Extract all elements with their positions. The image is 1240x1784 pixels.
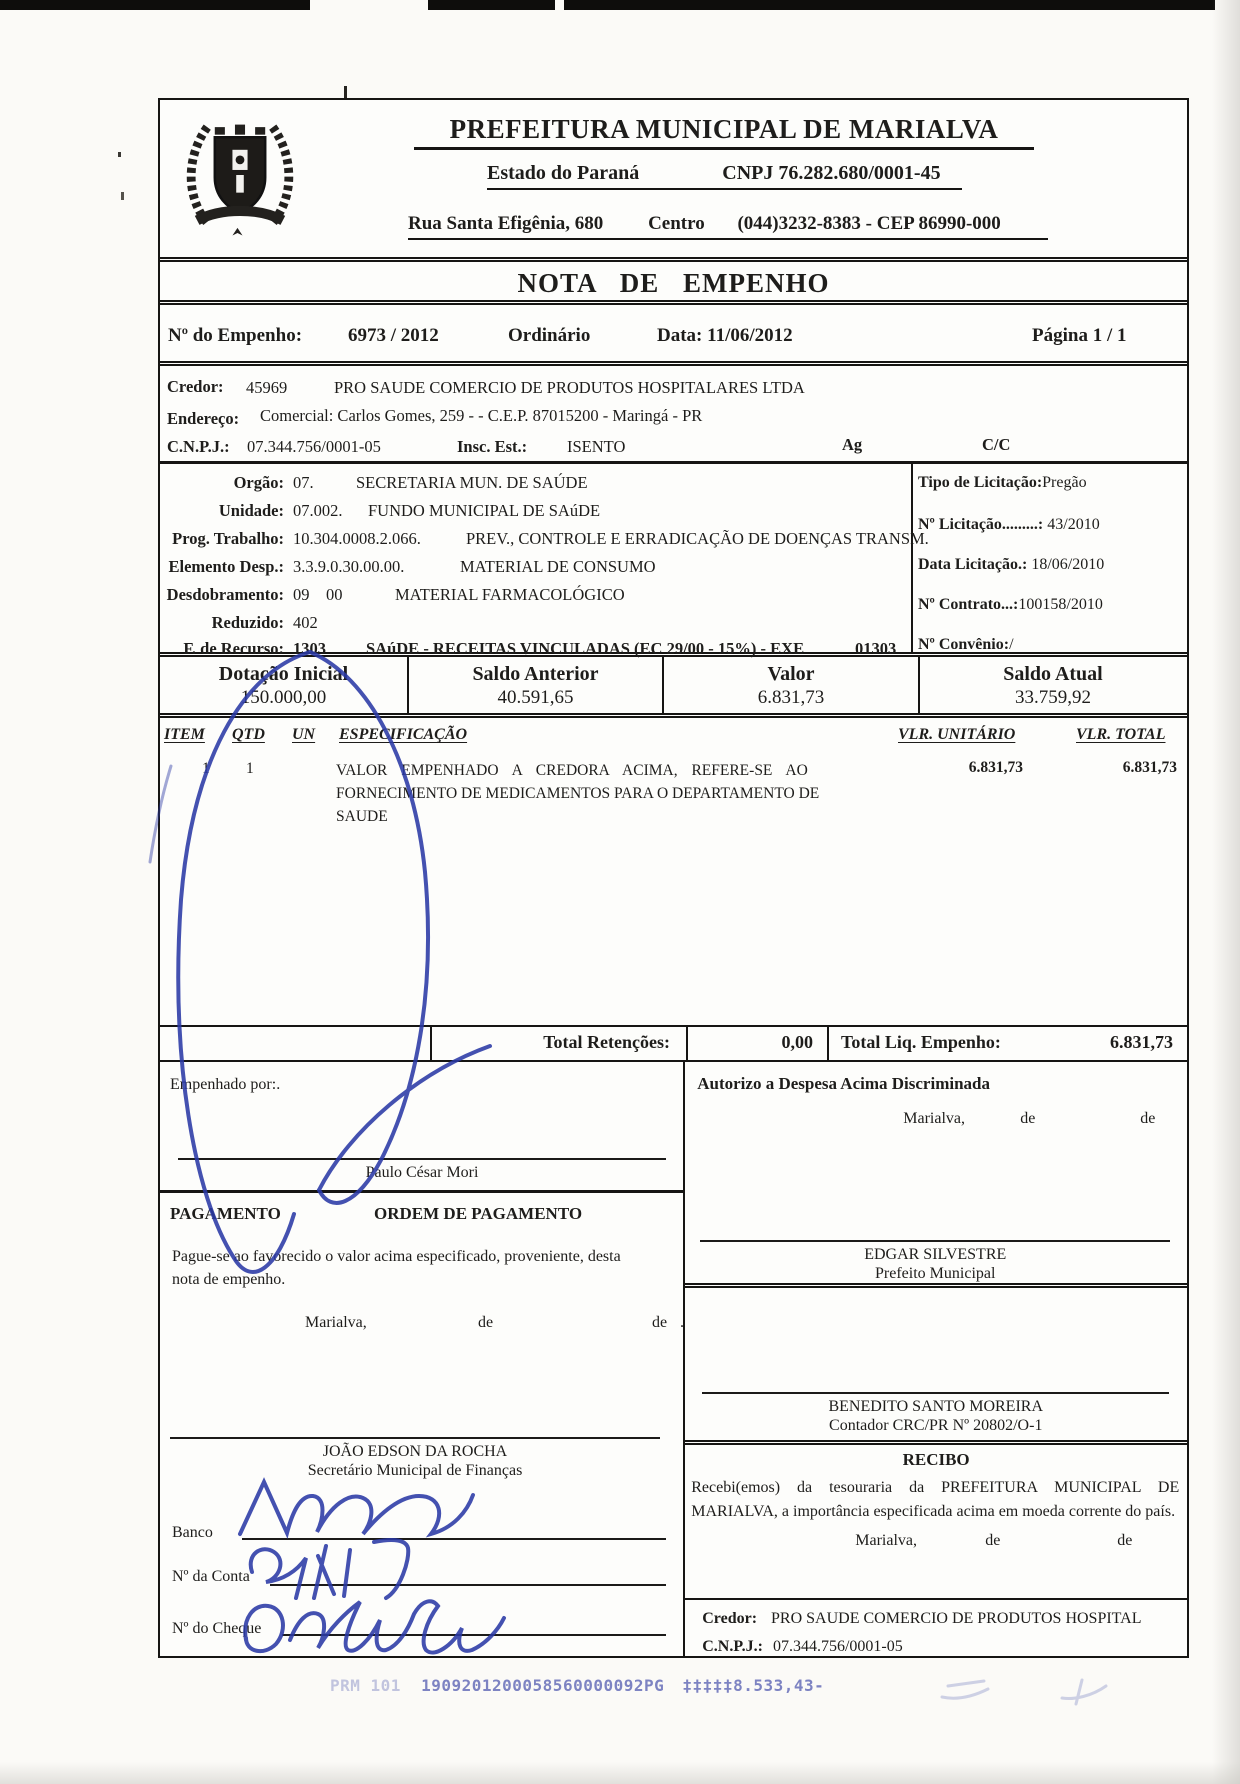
total-retencoes-value-cell (686, 1027, 827, 1060)
header-state: Estado do Paraná (487, 162, 640, 184)
autorizo-title: Autorizo a Despesa Acima Discriminada (697, 1074, 990, 1093)
empenho-date: Data: 11/06/2012 (657, 325, 793, 346)
item-description-line2: FORNECIMENTO DE MEDICAMENTOS PARA O DEPARTAMENTO DE (336, 784, 820, 802)
empenho-type: Ordinário (508, 325, 591, 346)
conta-line[interactable] (270, 1584, 666, 1586)
page-title: PREFEITURA MUNICIPAL DE MARIALVA (414, 114, 1034, 150)
ag-label: Ag (842, 435, 863, 454)
secretario-role: Secretário Municipal de Finanças (307, 1462, 523, 1479)
licitacao-tipo-label: Tipo de Licitação: (918, 474, 1043, 491)
prog-trabalho-code: 10.304.0008.2.066. (293, 529, 421, 548)
recibo-divider (685, 1440, 1187, 1445)
signature-line-secretario (170, 1437, 660, 1439)
right-de2-1: de (1140, 1110, 1156, 1127)
item-description-line1: VALOR EMPENHADO A CREDORA ACIMA, REFERE-SE AO (336, 762, 808, 779)
prefeito-name: EDGAR SILVESTRE (864, 1246, 1007, 1263)
right-de2-2: de (1117, 1532, 1133, 1549)
elemento-desp-desc: MATERIAL DE CONSUMO (460, 557, 656, 576)
licitacao-numero-label: Nº Licitação.........: (918, 516, 1044, 533)
credor-footer-divider (685, 1598, 1187, 1600)
empenhado-por-label: Empenhado por:. (170, 1076, 281, 1093)
empenho-number: 6973 / 2012 (348, 325, 439, 346)
footer-cnpj-label: C.N.P.J.: (702, 1638, 763, 1655)
saldo-atual-value: 33.759,92 (1015, 687, 1091, 708)
header-phone-cep: (044)3232-8383 - CEP 86990-000 (737, 213, 1001, 234)
total-retencoes-label: Total Retenções: (543, 1032, 670, 1052)
insc-est-value: ISENTO (567, 437, 626, 456)
header-street: Rua Santa Efigênia, 680 (408, 213, 604, 234)
orgao-desc: SECRETARIA MUN. DE SAÚDE (356, 473, 588, 492)
item-vlr-total: 6.831,73 (1122, 759, 1177, 776)
title-band (160, 257, 1187, 305)
left-city: Marialva, (305, 1314, 367, 1331)
header-subline (487, 162, 962, 190)
footer-credor-line (702, 1610, 1141, 1628)
orcamento-licitacao-divider (911, 464, 913, 652)
col-vlr-total: VLR. TOTAL (1076, 726, 1166, 743)
footer-cnpj-line (702, 1638, 903, 1656)
autorizo-box-bottom (685, 1283, 1187, 1288)
valor-value: 6.831,73 (757, 687, 825, 708)
footer-credor-label: Credor: (702, 1610, 758, 1627)
item-qtd: 1 (246, 760, 254, 777)
stamp-smudge-2 (1062, 1680, 1106, 1704)
item-description-line3: SAUDE (336, 807, 388, 825)
desdobramento-code: 09 (293, 585, 310, 604)
licitacao-data (918, 556, 1104, 574)
f-recurso-label: F. de Recurso: (183, 639, 284, 658)
orcamento-block (160, 464, 1187, 657)
cheque-label: Nº do Cheque (172, 1620, 262, 1637)
empenho-label: Nº do Empenho: (168, 325, 303, 346)
secretario-name: JOÃO EDSON DA ROCHA (322, 1443, 508, 1460)
totals-row (160, 1025, 1187, 1062)
banco-line[interactable] (242, 1538, 666, 1540)
unidade-desc: FUNDO MUNICIPAL DE SAúDE (368, 501, 601, 520)
document-header (160, 100, 1187, 257)
elemento-desp-code: 3.3.9.0.30.00.00. (293, 557, 405, 576)
saldo-anterior-label: Saldo Anterior (472, 663, 599, 685)
scan-speck (118, 152, 121, 157)
conta-label: Nº da Conta (172, 1568, 250, 1585)
convenio-value: / (1009, 636, 1014, 653)
col-vlr-unitario: VLR. UNITÁRIO (898, 726, 1016, 743)
municipal-coat-of-arms (177, 112, 303, 238)
totals-empty-cell (160, 1027, 430, 1060)
total-liq-cell (827, 1027, 1187, 1060)
col-qtd: QTD (232, 726, 265, 743)
endereco-label: Endereço: (167, 409, 240, 428)
prefeito-role: Prefeito Municipal (875, 1265, 996, 1282)
orgao-label: Orgão: (233, 473, 284, 492)
empenho-row (160, 305, 1187, 366)
saldo-atual-label: Saldo Atual (1003, 663, 1103, 685)
contador-name: BENEDITO SANTO MOREIRA (828, 1398, 1043, 1415)
contrato (918, 596, 1103, 614)
teller-stamp-prefix: PRM 101 (330, 1676, 401, 1695)
elemento-desp-label: Elemento Desp.: (168, 557, 284, 576)
dotacao-inicial-cell (160, 657, 407, 713)
left-de-2: de (652, 1314, 668, 1331)
total-retencoes-value: 0,00 (781, 1032, 813, 1052)
credor-cnpj-value: 07.344.756/0001-05 (247, 437, 381, 456)
dotacao-inicial-value: 150.000,00 (240, 687, 327, 708)
f-recurso-extra: 01303 (855, 639, 897, 658)
prog-trabalho-desc: PREV., CONTROLE E ERRADICAÇÃO DE DOENÇAS TRANSM. (466, 529, 929, 548)
licitacao-data-label: Data Licitação.: (918, 556, 1028, 573)
left-dot: . (680, 1314, 684, 1331)
teller-stamp-line (330, 1676, 824, 1695)
signature-line-prefeito (700, 1240, 1170, 1242)
desdobramento-desc: MATERIAL FARMACOLÓGICO (395, 585, 625, 604)
contrato-label: Nº Contrato...: (918, 596, 1019, 613)
header-district: Centro (648, 213, 705, 234)
right-de1-2: de (985, 1532, 1001, 1549)
saldo-atual-cell (918, 657, 1186, 713)
licitacao-tipo-value: Pregão (1042, 474, 1087, 491)
signature-line-empenhado (178, 1158, 666, 1160)
orgao-code: 07. (293, 473, 314, 492)
convenio (918, 636, 1014, 654)
item-description (336, 760, 884, 829)
item-vlr-unitario: 6.831,73 (968, 759, 1023, 776)
empenhado-signer-name: Paulo César Mori (365, 1164, 479, 1181)
bottom-left-column (160, 1062, 685, 1656)
credor-cnpj-label: C.N.P.J.: (167, 437, 230, 456)
pague-se-text: Pague-se ao favorecido o valor acima especificado, proveniente, desta nota de empenho. (172, 1248, 621, 1289)
cheque-line[interactable] (282, 1634, 666, 1636)
convenio-label: Nº Convênio: (918, 636, 1010, 653)
reduzido-code: 402 (293, 613, 318, 632)
right-city-1: Marialva, (903, 1110, 965, 1127)
bottom-section (160, 1062, 1187, 1656)
signature-line-contador (702, 1392, 1169, 1394)
banco-label: Banco (172, 1524, 213, 1541)
scan-top-edge-gap (555, 0, 564, 10)
scan-bottom-shade (0, 1762, 1240, 1784)
cc-label: C/C (982, 435, 1011, 454)
pagamento-title: PAGAMENTO (170, 1204, 281, 1223)
desdobramento-label: Desdobramento: (166, 585, 284, 604)
licitacao-numero (918, 516, 1100, 534)
scan-top-edge-gap (310, 0, 428, 10)
stamp-smudge-1 (942, 1681, 988, 1698)
header-address-line (408, 213, 1048, 240)
empenho-page: Página 1 / 1 (1032, 325, 1127, 346)
footer-credor-name: PRO SAUDE COMERCIO DE PRODUTOS HOSPITAL (771, 1610, 1142, 1627)
saldo-anterior-cell (407, 657, 662, 713)
licitacao-tipo (918, 474, 1087, 492)
total-liq-label: Total Liq. Empenho: (841, 1032, 1001, 1052)
col-un: UN (292, 726, 316, 743)
licitacao-data-value: 18/06/2010 (1031, 556, 1105, 573)
desdobramento-code2: 00 (326, 585, 343, 604)
dotacao-row (160, 657, 1187, 718)
total-retencoes-label-cell (430, 1027, 686, 1060)
insc-est-label: Insc. Est.: (457, 437, 528, 456)
credor-name: PRO SAUDE COMERCIO DE PRODUTOS HOSPITALARES LTDA (334, 378, 805, 397)
pagamento-divider (160, 1190, 683, 1193)
valor-cell (662, 657, 918, 713)
header-cnpj: CNPJ 76.282.680/0001-45 (722, 162, 941, 184)
reduzido-label: Reduzido: (211, 613, 284, 632)
ordem-pagamento-title: ORDEM DE PAGAMENTO (374, 1204, 583, 1223)
saldo-anterior-value: 40.591,65 (497, 687, 574, 708)
right-city-2: Marialva, (855, 1532, 917, 1549)
unidade-label: Unidade: (218, 501, 284, 520)
col-item: ITEM (164, 726, 205, 743)
credor-block (160, 366, 1187, 464)
scan-right-shade (1212, 0, 1240, 1784)
item-number: 1 (202, 760, 210, 777)
dotacao-inicial-label: Dotação Inicial (218, 663, 349, 685)
footer-cnpj-value: 07.344.756/0001-05 (772, 1638, 903, 1655)
prog-trabalho-label: Prog. Trabalho: (172, 529, 284, 548)
right-de1-1: de (1020, 1110, 1036, 1127)
total-liq-value: 6.831,73 (1110, 1032, 1173, 1052)
recibo-title: RECIBO (902, 1450, 970, 1469)
endereco-value: Comercial: Carlos Gomes, 259 - - C.E.P. 87015200 - Maringá - PR (260, 406, 703, 425)
valor-label: Valor (767, 663, 815, 685)
unidade-code: 07.002. (293, 501, 343, 520)
bottom-right-column (685, 1062, 1187, 1656)
contador-role: Contador CRC/PR Nº 20802/O-1 (829, 1417, 1043, 1434)
recibo-text: Recebi(emos) da tesouraria da PREFEITURA MUNICIPAL DE MARIALVA, a importância especificada acima em moeda corrente do país. (691, 1479, 1180, 1520)
licitacao-numero-value: 43/2010 (1047, 516, 1100, 533)
credor-label: Credor: (167, 377, 224, 396)
scan-top-edge (0, 0, 1215, 10)
document-frame (158, 98, 1189, 1658)
teller-stamp-code: 1909201200058560000092PG (421, 1676, 665, 1695)
band-title: NOTA DE EMPENHO (517, 268, 830, 298)
contrato-value: 100158/2010 (1018, 596, 1103, 613)
credor-code: 45969 (246, 378, 288, 397)
items-body (160, 750, 1187, 1025)
f-recurso-code: 1303 (293, 639, 326, 658)
teller-stamp-amount: ‡‡‡‡‡8.533,43- (682, 1676, 825, 1695)
items-header (160, 718, 1187, 750)
col-especificacao: ESPECIFICAÇÃO (339, 726, 468, 743)
left-de-1: de (478, 1314, 494, 1331)
scan-speck (121, 192, 124, 200)
f-recurso-desc: SAúDE - RECEITAS VINCULADAS (EC 29/00 - 15%) - EXE (366, 639, 805, 658)
